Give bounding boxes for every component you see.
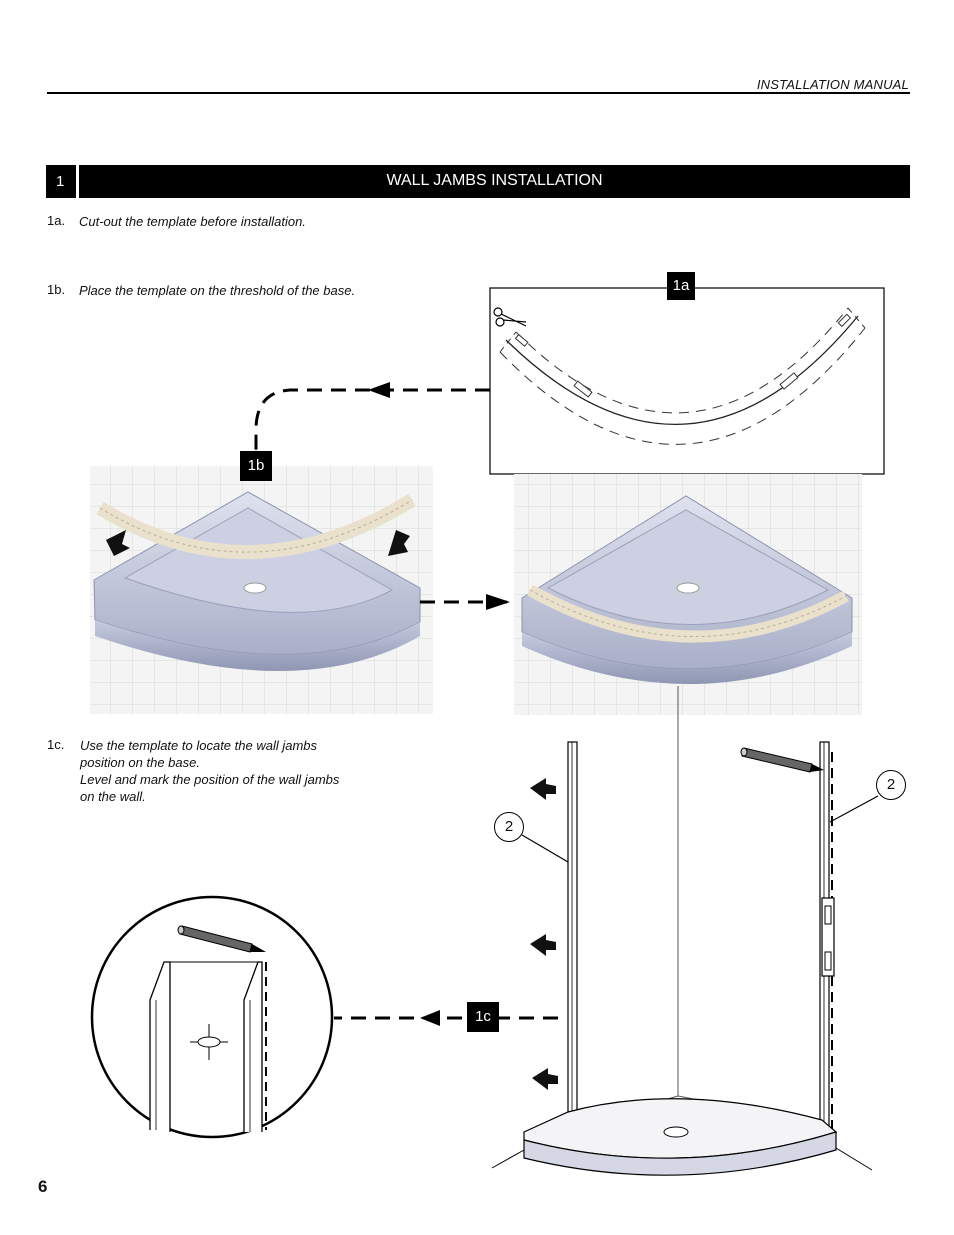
step-1c-line: on the wall. xyxy=(80,789,146,804)
flow-arrow-1a-to-1b xyxy=(256,382,490,456)
arrow-left-icon xyxy=(530,934,556,956)
detail-circle xyxy=(92,897,332,1137)
step-1b-label: 1b. xyxy=(47,282,66,297)
step-1a-label: 1a. xyxy=(47,213,66,228)
figure-tag-1a: 1a xyxy=(667,272,695,300)
callout-part-2-right: 2 xyxy=(876,770,906,800)
step-1c-line: Level and mark the position of the wall jambs xyxy=(80,772,340,787)
figure-1c-wall-jambs xyxy=(492,742,878,1175)
step-1b-text: Place the template on the threshold of the base. xyxy=(79,283,356,298)
figure-1a-template xyxy=(490,288,884,474)
figure-tag-1c: 1c xyxy=(467,1002,499,1032)
step-1c-line: Use the template to locate the wall jambs xyxy=(80,738,318,753)
manual-title: INSTALLATION MANUAL xyxy=(756,77,909,92)
flow-arrow-1b xyxy=(420,594,522,610)
figure-1b-base-placing xyxy=(90,466,433,714)
section-number: 1 xyxy=(46,165,76,198)
arrow-left-icon xyxy=(532,1068,558,1090)
arrow-left-icon xyxy=(530,778,556,800)
step-1a-text: Cut-out the template before installation. xyxy=(79,214,306,229)
flow-arrow-1c xyxy=(334,1010,558,1026)
pencil-icon xyxy=(741,748,824,772)
step-1c-label: 1c. xyxy=(47,737,65,752)
callout-part-2-left: 2 xyxy=(494,812,524,842)
step-1c-line: position on the base. xyxy=(80,755,200,770)
page-number: 6 xyxy=(38,1177,48,1196)
section-title: WALL JAMBS INSTALLATION xyxy=(79,165,910,198)
figure-tag-1b: 1b xyxy=(240,451,272,481)
figure-1b-base-placed xyxy=(514,474,862,1096)
